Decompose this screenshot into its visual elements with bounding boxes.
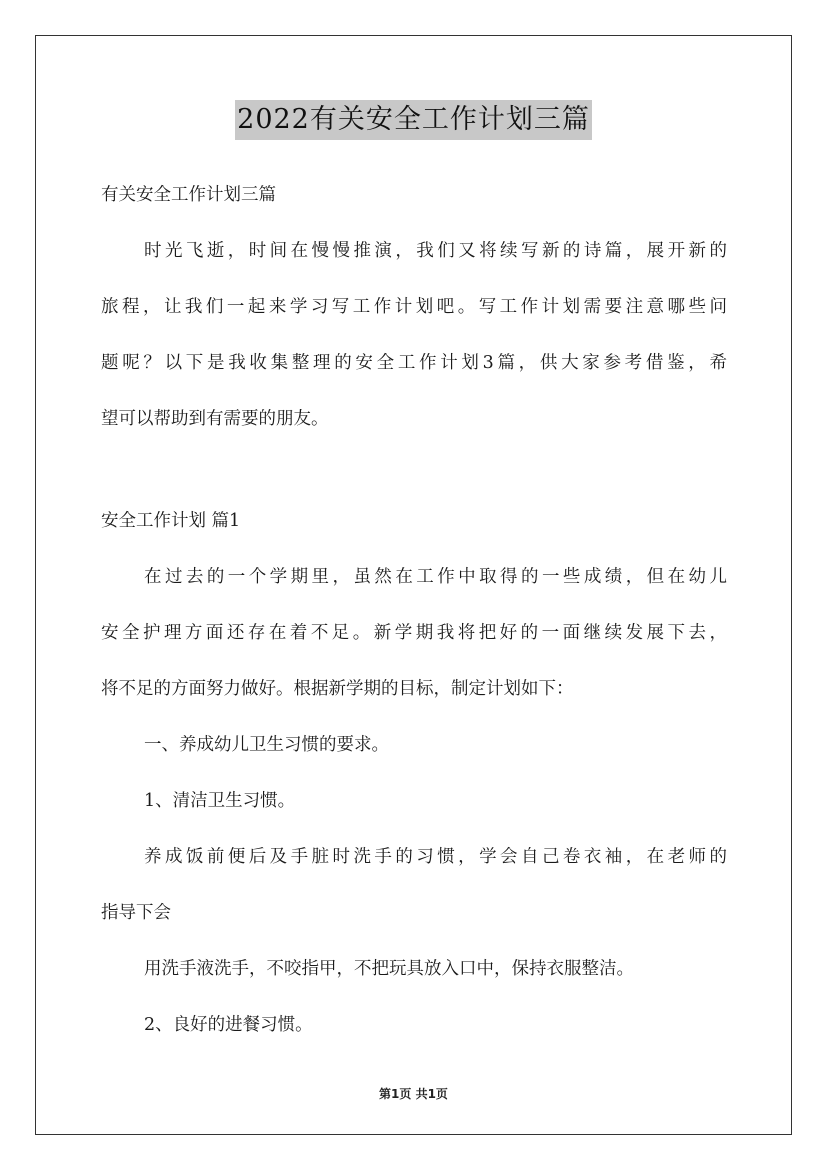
intro-line-2: 旅程，让我们一起来学习写工作计划吧。写工作计划需要注意哪些问 — [101, 297, 727, 317]
page-footer — [0, 1085, 827, 1102]
intro-line-3: 题呢？以下是我收集整理的安全工作计划3篇，供大家参考借鉴，希 — [101, 353, 727, 373]
list-item-1-1-text2: 用洗手液洗手，不咬指甲，不把玩具放入口中，保持衣服整洁。 — [144, 959, 634, 979]
page-number: 第1页 共1页 — [379, 1087, 448, 1101]
list-item-1-1-text-line-2: 指导下会 — [101, 903, 171, 923]
list-item-1: 一、养成幼儿卫生习惯的要求。 — [144, 735, 389, 755]
document-subtitle: 有关安全工作计划三篇 — [101, 185, 276, 205]
list-item-1-1-text-line-1: 养成饭前便后及手脏时洗手的习惯，学会自己卷衣袖，在老师的 — [144, 847, 727, 867]
intro-line-1: 时光飞逝，时间在慢慢推演，我们又将续写新的诗篇，展开新的 — [144, 241, 727, 261]
section-heading: 安全工作计划 篇1 — [101, 511, 241, 531]
intro-line-4: 望可以帮助到有需要的朋友。 — [101, 409, 329, 429]
title-container — [0, 100, 827, 140]
section-para-line-1: 在过去的一个学期里，虽然在工作中取得的一些成绩，但在幼儿 — [144, 567, 727, 587]
list-item-1-2: 2、良好的进餐习惯。 — [144, 1015, 313, 1035]
list-item-1-1: 1、清洁卫生习惯。 — [144, 791, 296, 811]
section-para-line-2: 安全护理方面还存在着不足。新学期我将把好的一面继续发展下去， — [101, 623, 727, 643]
section-para-line-3: 将不足的方面努力做好。根据新学期的目标，制定计划如下： — [101, 679, 574, 699]
document-title: 2022有关安全工作计划三篇 — [235, 100, 592, 140]
document-body — [101, 177, 727, 1043]
